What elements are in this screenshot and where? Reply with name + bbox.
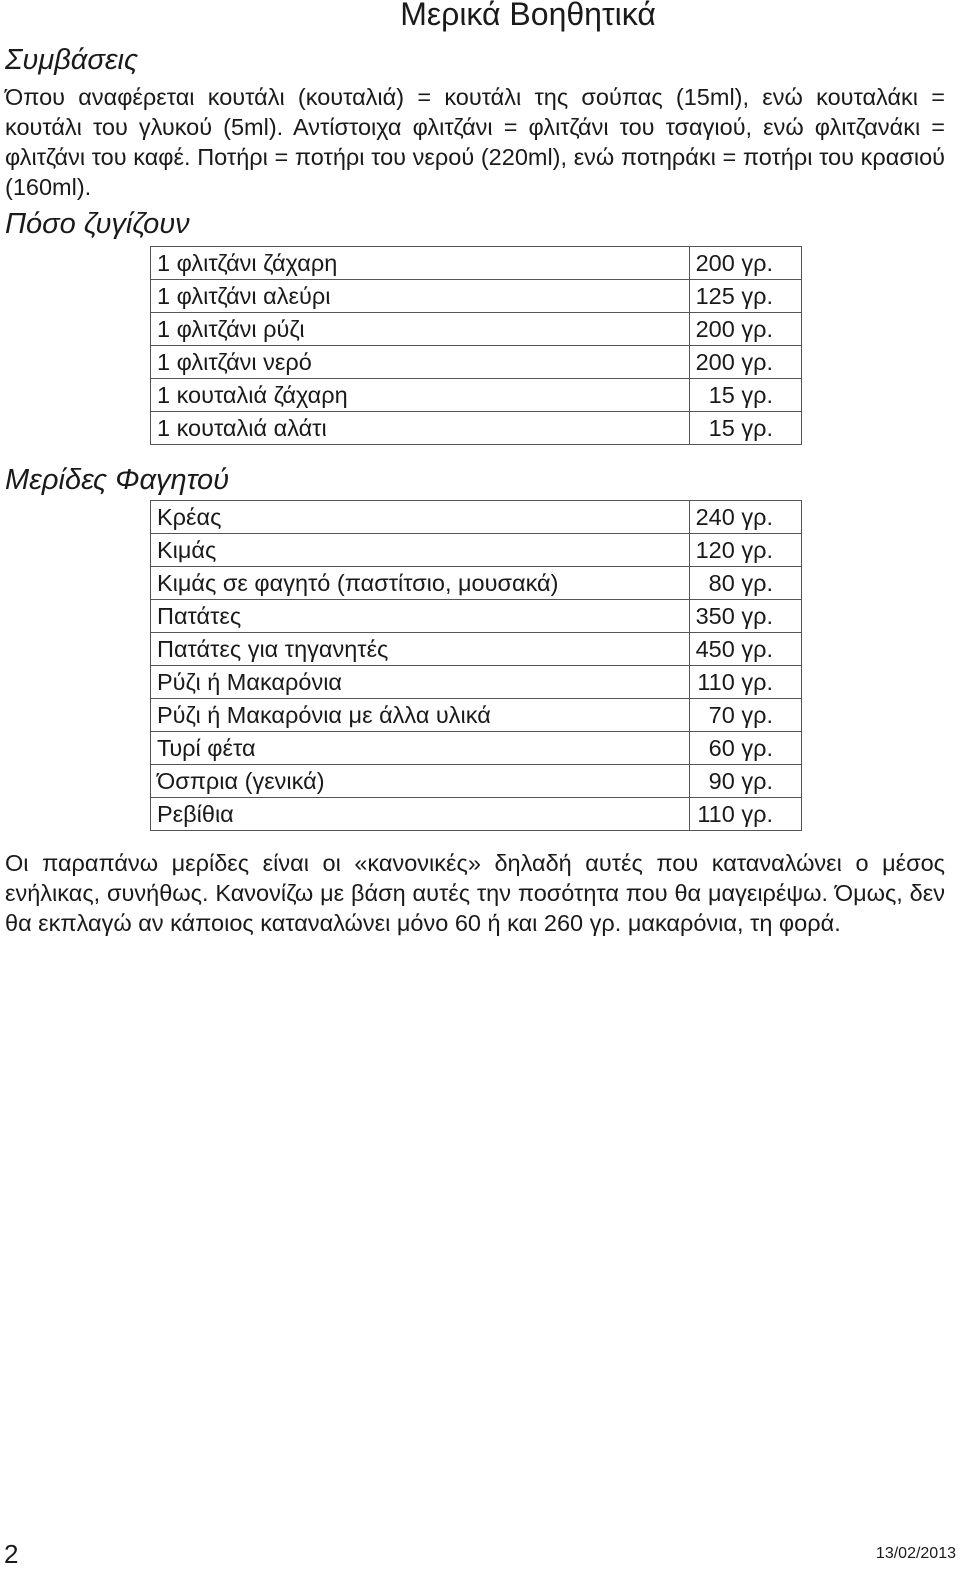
conventions-text: Όπου αναφέρεται κουτάλι (κουταλιά) = κουτάλι της σούπας (15ml), ενώ κουταλάκι = κουτάλι του γλυκού (5ml). Αντίστοιχα φλιτζάνι = φλιτζάνι του τσαγιού, ενώ φλιτζανάκι = φλιτζάνι του καφέ. Ποτήρι = ποτήρι του νερού (220ml), ενώ ποτηράκι = ποτήρι του κρασιού (160ml). [5,84,945,200]
amount-cell: 125 γρ. [689,280,801,313]
item-cell: Κιμάς σε φαγητό (παστίτσιο, μουσακά) [151,567,690,600]
closing-paragraph: Οι παραπάνω μερίδες είναι οι «κανονικές» δηλαδή αυτές που καταναλώνει ο μέσος ενήλικας, συνήθως. Κανονίζω με βάση αυτές την ποσότητα που θα μαγειρέψω. Όμως, δεν θα εκπλαγώ αν κάποιος καταναλώνει μόνο 60 ή και 260 γρ. μακαρόνια, τη φορά. [5,850,945,936]
table-row [151,633,802,666]
item-cell: 1 φλιτζάνι ζάχαρη [151,247,690,280]
amount-cell: 350 γρ. [689,600,801,633]
page-number: 2 [4,1539,19,1569]
table-row [151,732,802,765]
item-cell: 1 φλιτζάνι ρύζι [151,313,690,346]
item-cell: 1 κουταλιά ζάχαρη [151,379,690,412]
amount-cell: 240 γρ. [689,501,801,534]
item-cell: Κιμάς [151,534,690,567]
amount-cell: 110 γρ. [689,798,801,831]
amount-cell: 110 γρ. [689,666,801,699]
item-cell: 1 φλιτζάνι αλεύρι [151,280,690,313]
table-row [151,534,802,567]
item-cell: Ρύζι ή Μακαρόνια με άλλα υλικά [151,699,690,732]
table-row [151,666,802,699]
amount-cell: 450 γρ. [689,633,801,666]
amount-cell: 120 γρ. [689,534,801,567]
weights-table [150,246,802,445]
item-cell: Πατάτες [151,600,690,633]
item-cell: Κρέας [151,501,690,534]
amount-cell: 15 γρ. [689,379,801,412]
table-row [151,412,802,445]
amount-cell: 15 γρ. [689,412,801,445]
amount-cell: 60 γρ. [689,732,801,765]
table-row [151,600,802,633]
table-row [151,699,802,732]
amount-cell: 200 γρ. [689,313,801,346]
table-row [151,501,802,534]
amount-cell: 70 γρ. [689,699,801,732]
item-cell: Ρύζι ή Μακαρόνια [151,666,690,699]
table-row [151,567,802,600]
weights-heading: Πόσο ζυγίζουν [5,208,190,240]
item-cell: Όσπρια (γενικά) [151,765,690,798]
item-cell: 1 κουταλιά αλάτι [151,412,690,445]
portions-heading: Μερίδες Φαγητού [5,464,230,496]
table-row [151,346,802,379]
table-row [151,798,802,831]
table-row [151,280,802,313]
table-row [151,379,802,412]
table-row [151,313,802,346]
amount-cell: 90 γρ. [689,765,801,798]
table-row [151,765,802,798]
amount-cell: 200 γρ. [689,346,801,379]
amount-cell: 80 γρ. [689,567,801,600]
portions-table [150,500,802,831]
page-title: Μερικά Βοηθητικά [400,0,656,32]
item-cell: Τυρί φέτα [151,732,690,765]
conventions-heading: Συμβάσεις [5,44,139,76]
item-cell: 1 φλιτζάνι νερό [151,346,690,379]
item-cell: Ρεβίθια [151,798,690,831]
amount-cell: 200 γρ. [689,247,801,280]
item-cell: Πατάτες για τηγανητές [151,633,690,666]
footer-date: 13/02/2013 [875,1545,956,1562]
table-row [151,247,802,280]
